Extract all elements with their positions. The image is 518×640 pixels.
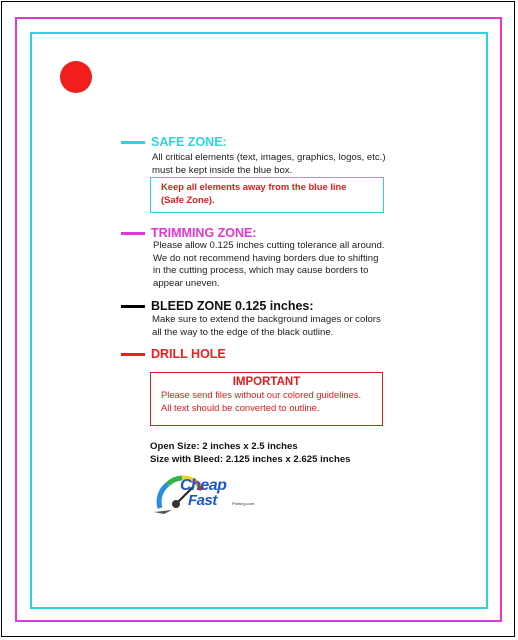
trimming-zone-line: appear uneven. bbox=[153, 277, 220, 289]
cheap-fast-printing-logo bbox=[154, 470, 264, 516]
logo-word-fast: Fast bbox=[188, 492, 217, 509]
trimming-zone-line: in the cutting process, which may cause borders to bbox=[153, 265, 369, 277]
bleed-zone-line: all the way to the edge of the black outline. bbox=[152, 326, 334, 338]
trimming-zone-description bbox=[153, 240, 384, 290]
logo-subtext: Printing.com bbox=[232, 501, 255, 506]
important-title: IMPORTANT bbox=[232, 376, 301, 388]
safe-zone-note-box bbox=[150, 177, 384, 213]
safe-zone-note-line: (Safe Zone). bbox=[161, 193, 215, 205]
safe-zone-heading: SAFE ZONE: bbox=[151, 135, 227, 149]
trimming-zone-line: We do not recommend having borders due to shifting bbox=[153, 252, 379, 264]
trimming-zone-line: Please allow 0.125 inches cutting tolerance all around. bbox=[153, 240, 385, 251]
trimming-zone-heading: TRIMMING ZONE: bbox=[151, 226, 257, 240]
important-body bbox=[151, 389, 382, 414]
safe-zone-legend-line bbox=[121, 141, 145, 144]
logo-word-cheap: Cheap bbox=[180, 477, 227, 494]
open-size-text: Open Size: 2 inches x 2.5 inches bbox=[150, 441, 298, 452]
bleed-zone-heading: BLEED ZONE 0.125 inches: bbox=[151, 299, 314, 313]
bleed-size-text: Size with Bleed: 2.125 inches x 2.625 inches bbox=[150, 454, 351, 465]
trimming-zone-legend-line bbox=[121, 232, 145, 235]
safe-zone-description bbox=[152, 152, 386, 177]
bleed-zone-line: Make sure to extend the background images or colors bbox=[152, 314, 381, 325]
drill-hole-heading: DRILL HOLE bbox=[151, 347, 226, 361]
bleed-zone-legend-line bbox=[121, 305, 145, 308]
important-line: Please send files without our colored guidelines. bbox=[161, 389, 362, 400]
safe-zone-note-line: Keep all elements away from the blue line bbox=[161, 181, 347, 192]
drill-hole-marker bbox=[60, 61, 92, 93]
safe-zone-line: must be kept inside the blue box. bbox=[152, 164, 293, 176]
important-line: All text should be converted to outline. bbox=[161, 401, 320, 413]
safe-zone-line: All critical elements (text, images, graphics, logos, etc.) bbox=[152, 152, 386, 163]
bleed-zone-description bbox=[152, 314, 381, 339]
size-info bbox=[150, 440, 351, 466]
important-notice-box bbox=[150, 372, 383, 426]
drill-hole-legend-line bbox=[121, 353, 145, 356]
